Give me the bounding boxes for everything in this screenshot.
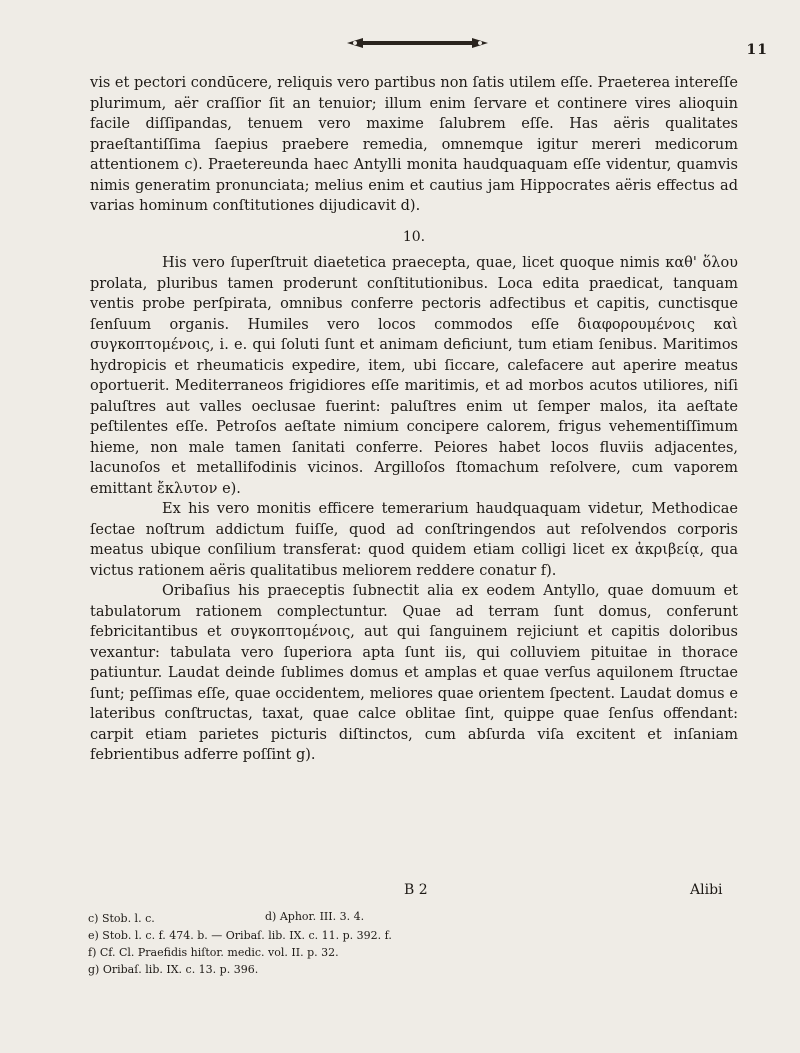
paragraph-2: His vero ſuperſtruit diaetetica praecepta, quae, licet quoque nimis καθ' ὅλου prolata, pluribus tamen proderunt conſtitutionibus. Loca edita praedicat, tanquam ventis probe perſpirata, omnibus conferre pectoris adfectibus et capitis, cunctisque ſenſuum organis. Humiles vero locos commodos eſſe διαφορουμένοις καὶ συγκοπτομένοις, i. e. qui ſoluti ſunt et animam deficiunt, tum etiam ſenibus. Maritimos hydropicis et rheumaticis expedire, item, ubi ſiccare, calefacere aut aperire meatus oportuerit. Mediterraneos frigidiores eſſe maritimis, et ad morbos acutos utiliores, niſi paluſtres aut valles oeclusae fuerint: paluſtres enim ut ſemper malos, ita aeſtate peſtilentes eſſe. Petroſos aeſtate nimium concipere calorem, frigus vehementiſſimum hieme, non male tamen ſanitati conferre. Peiores habet locos fluviis adjacentes, lacunoſos et metallifodinis vicinos. Argilloſos ſtomachum reſolvere, cum vaporem emittant ἔκλυτον e). (90, 255, 738, 497)
section-number: 10. (402, 228, 426, 245)
main-text (90, 73, 738, 766)
signature-mark: B 2 (404, 882, 428, 898)
paragraph-3: Ex his vero monitis efficere temerarium haudquaquam videtur, Methodicae ſectae noſtrum addictum fuiſſe, quod ad conſtringendos aut reſolvendos corporis meatus ubique conſilium transferat: quod quidem etiam colligi licet ex ἀκριβείᾳ, qua victus rationem aëris qualitatibus meliorem reddere conatur f). (90, 501, 738, 579)
footnote-d: d) Aphor. III. 3. 4. (265, 910, 365, 923)
footnote-c: c) Stob. l. c. (88, 912, 155, 925)
paragraph-1: vis et pectori condūcere, reliquis vero partibus non ſatis utilem eſſe. Praeterea intereſſe plurimum, aër craſſior ſit an tenuior; illum enim ſervare et continere vires alioquin facile diſſipandas, tenuem vero maxime ſalubrem eſſe. Has aëris qualitates praeſtantiſſima ſaepius praebere remedia, omnemque igitur mereri medicorum attentionem c). Praetereunda haec Antylli monita haudquaquam eſſe videntur, quamvis nimis generatim pronunciata; melius enim et cautius jam Hippocrates aëris effectus ad varias hominum conſtitutiones dijudicavit d). (90, 75, 738, 214)
footnote-g: g) Oribaſ. lib. IX. c. 13. p. 396. (88, 963, 259, 976)
header-ornament (345, 36, 490, 50)
catchword: Alibi (690, 882, 723, 898)
paragraph-4: Oribaſius his praeceptis ſubnectit alia ex eodem Antyllo, quae domuum et tabulatorum rationem complectuntur. Quae ad terram ſunt domus, conferunt febricitantibus et συγκοπτομένοις, aut qui ſanguinem rejiciunt et capitis doloribus vexantur: tabulata vero ſuperiora apta ſunt iis, qui colluviem pituitae in thorace patiuntur. Laudat deinde ſublimes domus et amplas et quae verſus aquilonem ſtructae ſunt; peſſimas eſſe, quae occidentem, meliores quae orientem ſpectent. Laudat domus e lateribus conſtructas, taxat, quae calce oblitae ſint, quippe quae ſenſus offendant: carpit etiam parietes picturis diſtinctos, cum abſurda viſa excitent et inſaniam febrientibus adferre poſſint g). (90, 583, 738, 763)
page-number: 11 (746, 42, 768, 58)
footnote-f: f) Cf. Cl. Praefidis hiſtor. medic. vol. II. p. 32. (88, 946, 339, 959)
footnote-e: e) Stob. l. c. f. 474. b. — Oribaſ. lib. IX. c. 11. p. 392. f. (88, 929, 392, 942)
